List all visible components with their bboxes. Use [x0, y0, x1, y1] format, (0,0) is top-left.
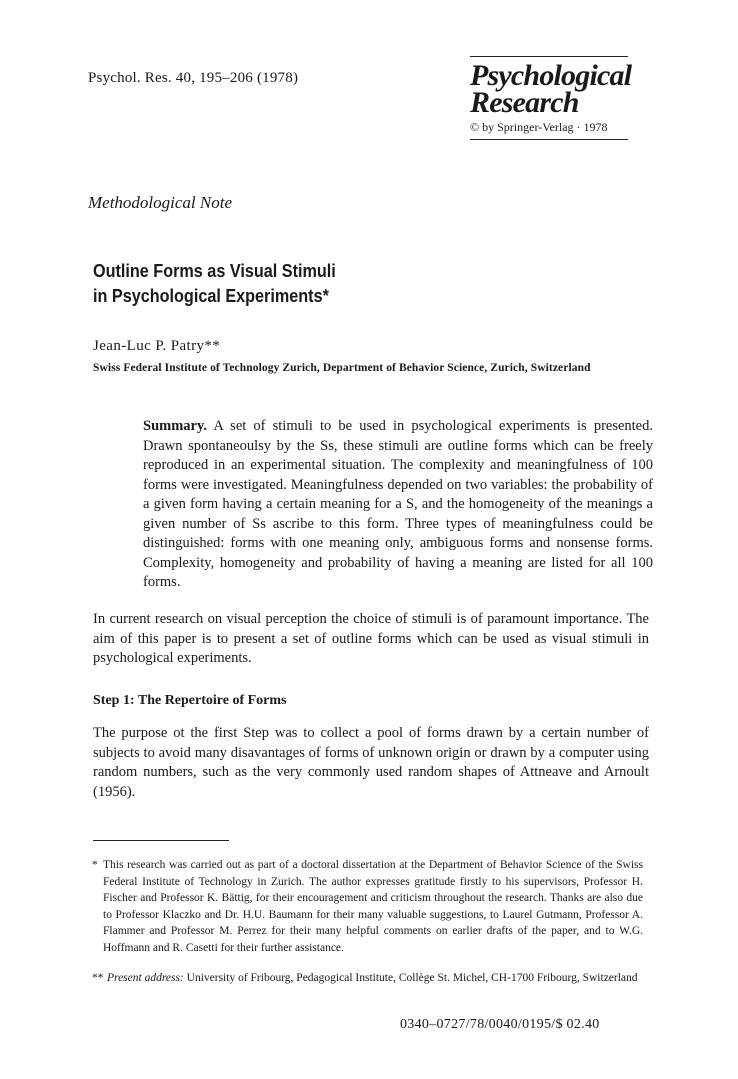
author-affiliation: Swiss Federal Institute of Technology Zurich, Department of Behavior Science, Zurich, Switzerland — [93, 362, 591, 374]
journal-title — [470, 59, 632, 119]
step1-paragraph: The purpose ot the first Step was to collect a pool of forms drawn by a certain number of subjects to avoid many disavantages of forms of unknown origin or drawn by a computer using random numbers, such as the very commonly used random shapes of Attneave and Arnoult (1956). — [93, 725, 649, 800]
masthead-top-rule — [470, 56, 628, 57]
summary-label: Summary. — [143, 418, 208, 434]
footnote-acknowledgement — [93, 857, 643, 956]
article-code: 0340–0727/78/0040/0195/$ 02.40 — [400, 1017, 600, 1032]
step1-heading: Step 1: The Repertoire of Forms — [93, 693, 287, 708]
article-title-line2: in Psychological Experiments* — [93, 286, 329, 306]
journal-citation: Psychol. Res. 40, 195–206 (1978) — [88, 70, 299, 86]
footnote-2-text: University of Fribourg, Pedagogical Institute, Collège St. Michel, CH-1700 Fribourg, Switzerland — [186, 972, 638, 984]
article-title — [93, 259, 336, 309]
journal-title-line1: Psychological — [470, 59, 632, 92]
footnote-separator — [93, 840, 229, 841]
footnote-mark-2: ** — [92, 972, 104, 984]
journal-masthead — [470, 56, 632, 140]
summary-text: A set of stimuli to be used in psychological experiments is presented. Drawn spontaneoulsy by the Ss, these stimuli are outline forms which can be freely reproduced in an experimental situation. The complexity and meaningfulness of 100 forms were investigated. Meaningfulness depended on two variables: the probability of a given form having a certain meaning for a S, and the homogeneity of the meanings a given number of Ss ascribe to this form. Three types of meaningfulness could be distinguished: forms with one meaning only, ambiguous forms and nonsense forms. Complexity, homogeneity and probability of having a meaning are listed for all 100 forms. — [143, 418, 653, 590]
footnote-2-body — [93, 970, 643, 987]
masthead-bottom-rule — [470, 139, 628, 140]
author-name: Jean-Luc P. Patry** — [93, 338, 221, 354]
footnote-mark-1: * — [92, 859, 98, 871]
journal-title-line2: Research — [470, 86, 579, 119]
intro-paragraph: In current research on visual perception the choice of stimuli is of paramount importance. The aim of this paper is to present a set of outline forms which can be used as visual stimuli in psychological experiments. — [93, 611, 649, 666]
summary-paragraph — [143, 417, 653, 593]
article-title-line1: Outline Forms as Visual Stimuli — [93, 261, 336, 281]
footnote-present-address — [93, 970, 643, 987]
journal-copyright: © by Springer-Verlag · 1978 — [470, 120, 608, 134]
footnote-1-text: This research was carried out as part of a doctoral dissertation at the Department of Behavior Science of the Swiss Federal Institute of Technology in Zurich. The author expresses gratitude firstly to his supervisors, Professor H. Fischer and Professor K. Bättig, for their encouragement and criticism throughout the research. Thanks are also due to Professor Klaczko and Dr. H.U. Baumann for their many valuable suggestions, to Laurel Gutmann, Professor A. Flammer and Professor M. Perrez for their many helpful comments on earlier drafts of the paper, and to W.G. Hoffmann and R. Casetti for their further assistance. — [103, 859, 643, 954]
footnote-2-label: Present address: — [107, 972, 184, 984]
section-label: Methodological Note — [88, 193, 233, 212]
